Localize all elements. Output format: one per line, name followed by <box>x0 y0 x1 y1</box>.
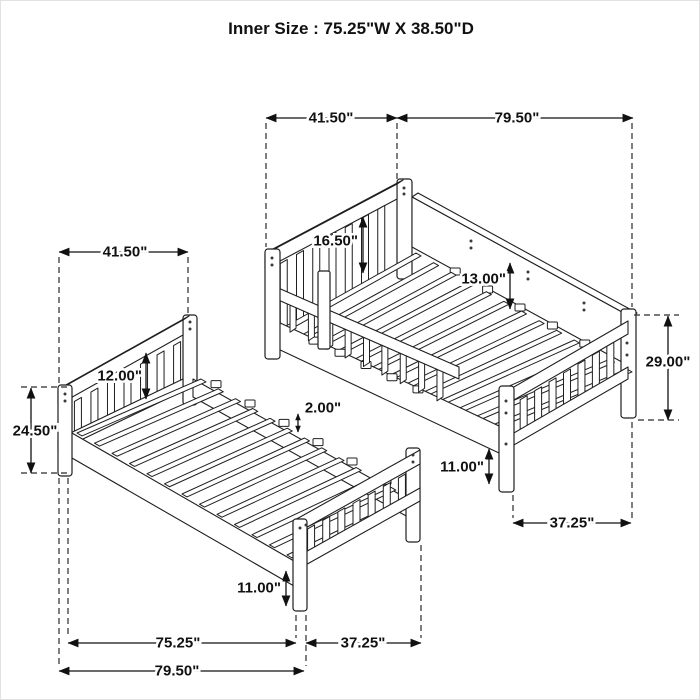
dim-upper-headboard-height-label: 16.50" <box>313 232 358 250</box>
slat-hook <box>515 304 525 311</box>
baluster <box>378 205 385 279</box>
dim-lower-headboard-rail-height-label: 12.00" <box>97 367 142 385</box>
screw-dot <box>505 412 508 415</box>
slat-hook <box>313 439 323 446</box>
slat <box>321 272 456 345</box>
lower-front-side-rail <box>65 429 294 586</box>
slat-hook <box>211 381 221 388</box>
baluster <box>297 251 304 325</box>
dim-upper-leg-height-label: 11.00" <box>440 458 484 476</box>
screw-dot <box>271 257 274 260</box>
screw-dot <box>299 527 302 530</box>
screw-dot <box>583 302 586 305</box>
slat-hook <box>335 349 345 356</box>
dim-upper-footboard-width-label: 37.25" <box>549 514 595 532</box>
dim-top-upper-bed-width-label: 41.50" <box>308 109 354 127</box>
slat-hook <box>547 322 557 329</box>
screw-dot <box>527 278 530 281</box>
screw-dot <box>505 443 508 446</box>
screw-dot <box>527 271 530 274</box>
screw-dot <box>412 454 415 457</box>
upper-guard-rail-post <box>318 271 330 349</box>
screw-dot <box>583 309 586 312</box>
screw-dot <box>626 342 629 345</box>
screw-dot <box>189 328 192 331</box>
dim-upper-back-rail-height-label: 13.00" <box>461 270 506 288</box>
screw-dot <box>505 400 508 403</box>
screw-dot <box>64 393 67 396</box>
screw-dot <box>64 400 67 403</box>
screw-dot <box>403 193 406 196</box>
dim-inner-length-label: 75.25" <box>155 634 201 652</box>
screw-dot <box>189 321 192 324</box>
lower-footboard-front-post <box>293 519 307 611</box>
screw-dot <box>305 524 308 527</box>
slat-hook <box>279 419 289 426</box>
screw-dot <box>470 247 473 250</box>
dim-lower-bed-width-label: 41.50" <box>102 243 148 261</box>
screw-dot <box>403 187 406 190</box>
slat-hook <box>347 458 357 465</box>
page-title: Inner Size : 75.25"W X 38.50"D <box>228 19 474 38</box>
slat <box>338 282 474 353</box>
dim-lower-leg-height-label: 11.00" <box>237 579 281 597</box>
screw-dot <box>626 354 629 357</box>
dim-top-upper-bed-length-label: 79.50" <box>494 109 540 127</box>
screw-dot <box>470 240 473 243</box>
lower-headboard-front-post <box>58 385 72 476</box>
bed-dimensions-diagram <box>1 1 700 700</box>
baluster <box>607 342 614 380</box>
dim-slat-thickness-label: 2.00" <box>304 399 342 417</box>
dim-lower-post-height-label: 24.50" <box>12 422 58 440</box>
dim-upper-post-height-label: 29.00" <box>645 353 691 371</box>
slat-hook <box>245 400 255 407</box>
dim-overall-length-label: 79.50" <box>154 662 200 680</box>
dim-lower-footboard-width-label: 37.25" <box>340 634 386 652</box>
slat-hook <box>387 374 397 381</box>
screw-dot <box>271 264 274 267</box>
screw-dot <box>412 461 415 464</box>
